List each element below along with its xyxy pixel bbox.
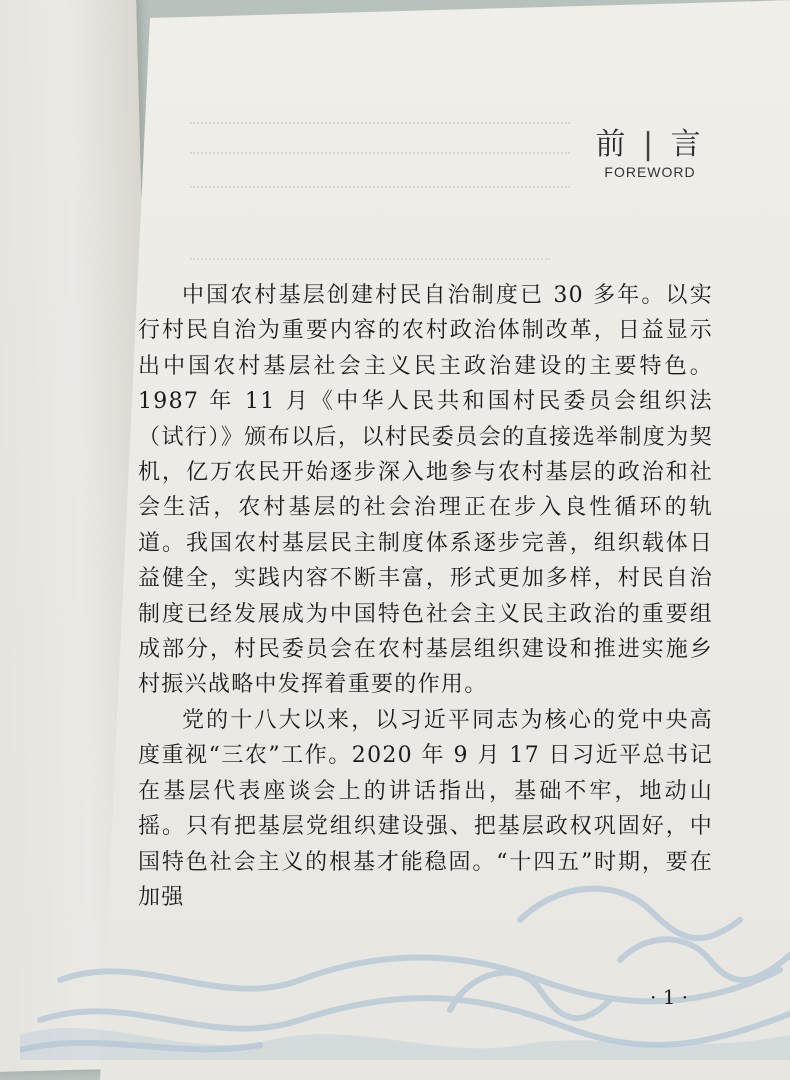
title-char-right: 言 [670, 127, 705, 162]
body-text [138, 278, 713, 915]
bleed-through-line [190, 122, 570, 138]
title-separator: | [642, 127, 658, 162]
bleed-through-line [190, 152, 570, 168]
wave-decoration [20, 860, 790, 1060]
foreword-heading [590, 128, 710, 180]
paragraph: 党的十八大以来，以习近平同志为核心的党中央高度重视“三农”工作。2020 年 9 月 17 日习近平总书记在基层代表座谈会上的讲话指出，基础不牢，地动山摇。只有把基层党组织建设强、把基层政权巩固好，中国特色社会主义的根基才能稳固。“十四五”时期，要在加强 [138, 707, 713, 910]
page-title [590, 128, 710, 162]
paragraph: 中国农村基层创建村民自治制度已 30 多年。以实行村民自治为重要内容的农村政治体制改革，日益显示出中国农村基层社会主义民主政治建设的主要特色。1987 年 11 月《中华人民共和国村民委员会组织法（试行）》颁布以后，以村民委员会的直接选举制度为契机，亿万农民开始逐步深入地参与农村基层的政治和社会生活，农村基层的社会治理正在步入良性循环的轨道。我国农村基层民主制度体系逐步完善，组织载体日益健全，实践内容不断丰富，形式更加多样，村民自治制度已经发展成为中国特色社会主义民主政治的重要组成部分，村民委员会在农村基层组织建设和推进实施乡村振兴战略中发挥着重要的作用。 [138, 283, 713, 698]
page-number: · 1 · [650, 985, 689, 1009]
bleed-through-line [190, 186, 570, 202]
page-subtitle: FOREWORD [604, 164, 696, 180]
title-char-left: 前 [595, 127, 630, 162]
bleed-through-line [190, 258, 550, 274]
